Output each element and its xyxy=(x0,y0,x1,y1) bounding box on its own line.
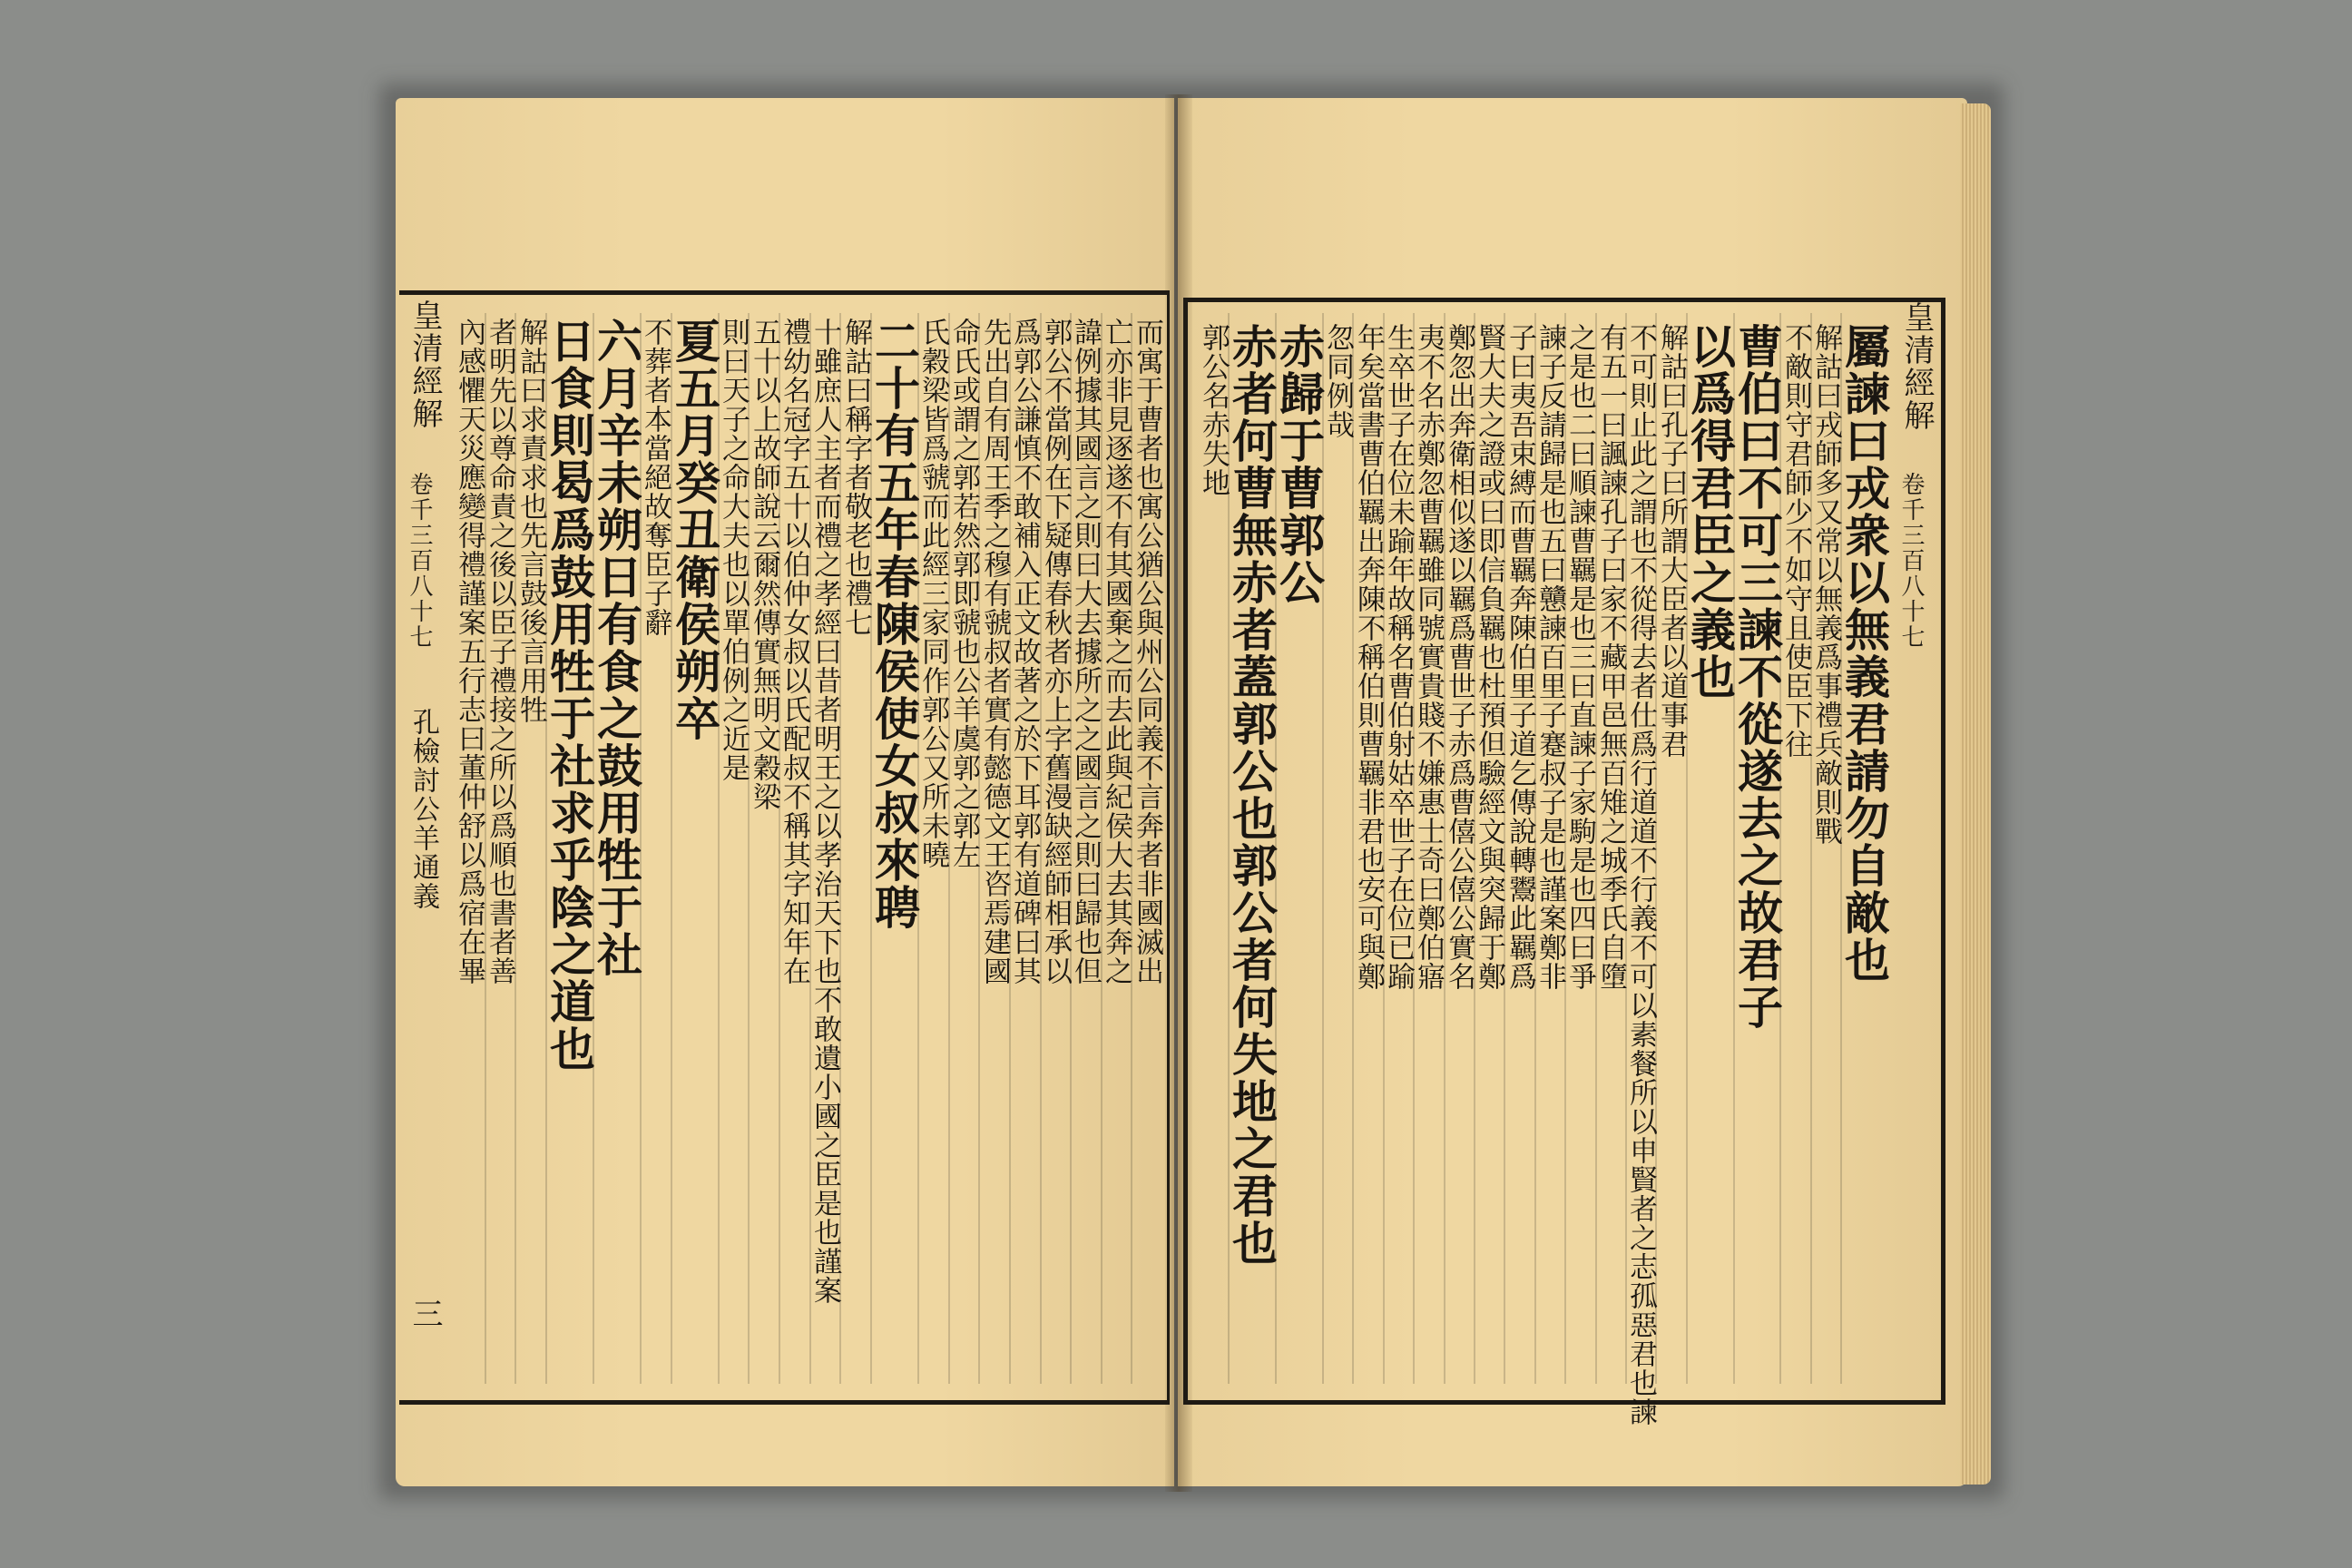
left-column: 夏五月癸丑衛侯朔卒 xyxy=(668,318,721,742)
left-column: 爲郭公謙慎不敢補入正文故著之於下耳郭有道碑曰其 xyxy=(1008,318,1041,985)
right-column: 解詁曰孔子曰所謂大臣者以道事君 xyxy=(1655,323,1688,759)
right-margin-title: 皇清經解 xyxy=(1898,301,1935,432)
left-column: 五十以上故師說云爾然傳實無明文穀梁 xyxy=(748,318,780,811)
right-column: 有五一曰諷諫孔子曰家不藏甲邑無百雉之城季氏自墮 xyxy=(1594,323,1627,991)
page-edges xyxy=(1960,103,1991,1485)
right-column: 鄭忽出奔衛相似遂以羈爲曹世子赤爲曹僖公僖公實名 xyxy=(1443,323,1475,991)
right-column: 解詁曰戎師多又常以無義爲事禮兵敵則戰 xyxy=(1809,323,1842,846)
left-column: 內感懼天災應變得禮謹案五行志曰董仲舒以爲宿在畢 xyxy=(453,318,485,985)
right-column: 以爲得君臣之義也 xyxy=(1683,323,1737,701)
right-column: 夷不名赤鄭忽曹羈雖同號實貴賤不嫌惠士奇曰鄭伯寤 xyxy=(1412,323,1445,991)
left-column: 郭公不當例在下疑傳春秋者亦上字舊漫缺經師相承以 xyxy=(1039,318,1072,985)
left-column: 氏穀梁皆爲虢而此經三家同作郭公又所未曉 xyxy=(916,318,949,869)
right-margin-volume: 卷千三百八十七 xyxy=(1897,472,1925,650)
right-column: 子曰夷吾束縛而曹羈奔陳伯里子道乞傳說轉鬻此羈爲 xyxy=(1504,323,1536,991)
right-column: 忽同例哉 xyxy=(1321,323,1354,439)
left-margin-folio: 三 xyxy=(407,1298,443,1330)
left-margin-source: 孔檢討公羊通義 xyxy=(407,708,439,911)
left-column: 而寓于曹者也寓公猶公與州公同義不言奔者非國滅出 xyxy=(1131,318,1163,985)
right-column: 生卒世子在位未踰年故稱名曹伯射姑卒世子在位已踰 xyxy=(1382,323,1415,991)
left-column: 禮幼名冠字五十以伯仲女叔以氏配叔不稱其字知年在 xyxy=(778,318,810,985)
left-column: 則曰天子之命大夫也以單伯例之近是 xyxy=(717,318,750,782)
left-column: 六月辛未朔日有食之鼓用牲于社 xyxy=(590,318,643,978)
left-column: 十雖庶人主者而禮之孝經曰昔者明王之以孝治天下也不敢遺小國之臣是也謹案 xyxy=(808,318,841,1305)
right-column: 不敵則守君師少不如守且使臣下往 xyxy=(1779,323,1812,759)
right-column-rule xyxy=(1352,313,1354,1384)
left-column: 先出自有周王季之穆有虢叔者實有懿德文王咨焉建國 xyxy=(978,318,1011,985)
left-margin-title: 皇清經解 xyxy=(407,299,443,430)
right-column: 曹伯曰不可三諫不從遂去之故君子 xyxy=(1730,323,1784,1031)
left-column: 解詁曰稱字者敬老也禮七 xyxy=(839,318,872,637)
left-margin-volume: 卷千三百八十七 xyxy=(406,472,433,650)
right-column: 諫子反請歸是也五曰戇諫百里子蹇叔子是也謹案鄭非 xyxy=(1534,323,1566,991)
right-column: 不可則止此之謂也不從得去者仕爲行道道不行義不可以素餐所以申賢者之志孤惡君也諫 xyxy=(1624,323,1657,1426)
left-column: 者明先以尊命責之後以臣子禮接之所以爲順也書者善 xyxy=(484,318,516,985)
right-column: 屬諫曰戎衆以無義君請勿自敵也 xyxy=(1838,323,1891,984)
left-column: 命氏或謂之郭若然郭即虢也公羊虞郭之郭左 xyxy=(947,318,980,869)
left-column: 二十有五年春陳侯使女叔來聘 xyxy=(867,318,921,931)
right-column: 赤歸于曹郭公 xyxy=(1272,323,1326,606)
right-column: 賢大夫之證或曰即信負羈也杜預但驗經文與突歸于鄭 xyxy=(1473,323,1505,991)
right-column: 郭公名赤失地 xyxy=(1197,323,1230,497)
left-column: 亡亦非見逐遂不有其國棄之而去此與紀侯大去其奔之 xyxy=(1100,318,1132,985)
right-column: 赤者何曹無赤者蓋郭公也郭公者何失地之君也 xyxy=(1225,323,1279,1267)
left-column: 日食則曷爲鼓用牲于社求乎陰之道也 xyxy=(543,318,596,1073)
right-column: 之是也二曰順諫曹羈是也三曰直諫子家駒是也四曰爭 xyxy=(1563,323,1596,991)
right-column: 年矣當書曹伯羈出奔陳不稱伯則曹羈非君也安可與鄭 xyxy=(1352,323,1385,991)
left-column: 不葬者本當絕故奪臣子辭 xyxy=(639,318,671,637)
left-column: 諱例據其國言之則曰大去據所之之國言之則曰歸也但 xyxy=(1069,318,1102,985)
left-column: 解詁曰求責求也先言鼓後言用牲 xyxy=(514,318,547,724)
